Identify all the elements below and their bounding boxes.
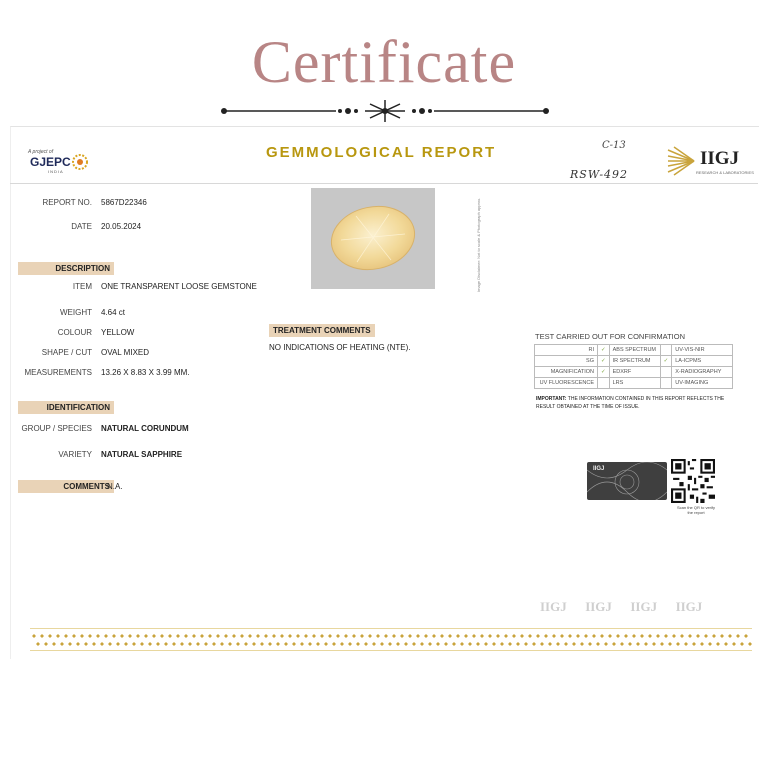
border-diamond [588,642,592,646]
border-diamond [608,634,612,638]
border-diamond [440,634,444,638]
border-diamond [344,634,348,638]
iigj-watermark: IIGJ [540,599,567,614]
test-cell: ABS SPECTRUM [609,345,660,356]
border-diamond [280,634,284,638]
border-diamond [288,634,292,638]
border-diamond [40,634,44,638]
border-diamond [164,642,168,646]
border-diamond [568,634,572,638]
test-cell: LRS [609,378,660,389]
border-diamond [392,634,396,638]
border-diamond [464,634,468,638]
test-check: ✓ [660,356,672,367]
test-cell: X-RADIOGRAPHY [672,367,733,378]
border-diamond [196,642,200,646]
table-row [535,356,733,367]
border-diamond [388,642,392,646]
group-value: NATURAL CORUNDUM [101,424,189,433]
test-cell: MAGNIFICATION [535,367,598,378]
border-diamond [572,642,576,646]
border-diamond [228,642,232,646]
border-diamond [52,642,56,646]
gjepc-emblem-icon [71,153,89,171]
gemstone-image [311,188,435,289]
border-diamond [188,642,192,646]
iigj-watermark: IIGJ [675,599,703,614]
gemstone-photo [311,188,435,289]
test-check: ✓ [598,367,610,378]
report-number: 5867D22346 [101,198,147,207]
measurements-label: MEASUREMENTS [24,368,92,377]
border-diamond [600,634,604,638]
border-diamond [540,642,544,646]
border-diamond [292,642,296,646]
border-diamond [400,634,404,638]
border-diamond [340,642,344,646]
border-diamond [204,642,208,646]
border-diamond [364,642,368,646]
iigj-watermark: IIGJ [585,599,612,614]
border-diamond [308,642,312,646]
gjepc-logo: GJEPC [30,155,71,169]
border-diamond [656,634,660,638]
border-diamond [468,642,472,646]
border-diamond [488,634,492,638]
border-diamond [80,634,84,638]
border-diamond [504,634,508,638]
border-diamond [720,634,724,638]
border-diamond [544,634,548,638]
variety-label: VARIETY [58,450,92,459]
border-diamond [548,642,552,646]
border-diamond [200,634,204,638]
border-diamond [120,634,124,638]
border-diamond [256,634,260,638]
iigj-logo: IIGJ [700,148,740,169]
border-diamond [748,642,752,646]
comments-heading: COMMENTS [18,480,114,493]
date-label: DATE [71,222,92,231]
border-diamond [32,634,36,638]
border-diamond [460,642,464,646]
border-diamond [380,642,384,646]
border-diamond [424,634,428,638]
border-diamond [160,634,164,638]
decorative-border [30,624,752,654]
border-diamond [232,634,236,638]
item-label: ITEM [72,282,92,291]
test-check [660,367,672,378]
border-diamond [652,642,656,646]
header-divider [10,183,758,184]
gjepc-country: INDIA [48,169,64,174]
table-row [535,378,733,389]
border-diamond [628,642,632,646]
border-diamond [452,642,456,646]
border-diamond [244,642,248,646]
description-heading: DESCRIPTION [18,262,114,275]
border-diamond [236,642,240,646]
border-diamond [336,634,340,638]
border-diamond [520,634,524,638]
border-diamond [104,634,108,638]
border-diamond [724,642,728,646]
border-diamond [152,634,156,638]
border-diamond [640,634,644,638]
gjepc-tagline: A project of [28,149,54,155]
border-diamond [420,642,424,646]
border-diamond [684,642,688,646]
border-diamond [184,634,188,638]
border-diamond [740,642,744,646]
border-diamond [252,642,256,646]
border-diamond [376,634,380,638]
tests-title: TEST CARRIED OUT FOR CONFIRMATION [535,332,686,341]
test-cell: IR SPECTRUM [609,356,660,367]
border-diamond [688,634,692,638]
border-diamond [604,642,608,646]
border-diamond [240,634,244,638]
handwritten-note-code: C-13 [602,140,626,151]
test-cell: SG [535,356,598,367]
border-diamond [284,642,288,646]
border-diamond [404,642,408,646]
border-diamond [552,634,556,638]
test-check: ✓ [598,345,610,356]
border-diamond [524,642,528,646]
border-diamond [612,642,616,646]
border-diamond [356,642,360,646]
qr-caption: Scan the QR to verify the report [676,505,715,515]
border-diamond [616,634,620,638]
border-diamond [368,634,372,638]
border-diamond [744,634,748,638]
border-diamond [596,642,600,646]
identification-heading: IDENTIFICATION [18,401,114,414]
qr-code-icon[interactable] [671,459,715,503]
border-diamond [60,642,64,646]
test-cell: UV-IMAGING [672,378,733,389]
border-diamond [176,634,180,638]
border-diamond [708,642,712,646]
border-diamond [444,642,448,646]
treatment-heading: TREATMENT COMMENTS [269,324,375,337]
border-diamond [480,634,484,638]
certificate-title: Certificate [251,29,517,95]
test-cell: UV-VIS-NIR [672,345,733,356]
group-label: GROUP / SPECIES [21,424,92,433]
border-diamond [168,634,172,638]
sunburst-icon [666,146,696,176]
border-diamond [268,642,272,646]
border-diamond [512,634,516,638]
border-diamond [76,642,80,646]
border-diamond [396,642,400,646]
border-diamond [456,634,460,638]
border-diamond [272,634,276,638]
border-diamond [560,634,564,638]
border-diamond [736,634,740,638]
border-diamond [644,642,648,646]
shape-label: SHAPE / CUT [41,348,92,357]
important-label: IMPORTANT: [536,396,567,402]
border-diamond [704,634,708,638]
border-diamond [648,634,652,638]
border-diamond [412,642,416,646]
border-diamond [296,634,300,638]
border-diamond [696,634,700,638]
border-diamond [304,634,308,638]
border-diamond [728,634,732,638]
border-diamond [96,634,100,638]
border-diamond [360,634,364,638]
border-diamond [88,634,92,638]
border-diamond [664,634,668,638]
test-check: ✓ [598,356,610,367]
border-diamond [680,634,684,638]
comments-value: N.A. [107,482,123,491]
border-diamond [432,634,436,638]
border-diamond [348,642,352,646]
item-value: ONE TRANSPARENT LOOSE GEMSTONE [101,282,257,291]
weight-value: 4.64 ct [101,308,126,317]
border-diamond [128,634,132,638]
border-diamond [624,634,628,638]
border-diamond [384,634,388,638]
border-diamond [672,634,676,638]
border-diamond [484,642,488,646]
border-diamond [632,634,636,638]
border-diamond [260,642,264,646]
border-diamond [216,634,220,638]
border-diamond [48,634,52,638]
border-diamond [428,642,432,646]
table-row [535,367,733,378]
border-diamond [316,642,320,646]
border-diamond [532,642,536,646]
border-diamond [116,642,120,646]
border-diamond [36,642,40,646]
border-diamond [592,634,596,638]
border-diamond [44,642,48,646]
border-diamond [576,634,580,638]
border-diamond [732,642,736,646]
border-diamond [332,642,336,646]
border-diamond [140,642,144,646]
border-diamond [476,642,480,646]
border-diamond [300,642,304,646]
border-diamond [692,642,696,646]
border-diamond [248,634,252,638]
border-diamond [156,642,160,646]
border-diamond [700,642,704,646]
report-title: GEMMOLOGICAL REPORT [266,144,497,161]
border-diamond [208,634,212,638]
test-cell: LA-ICPMS [672,356,733,367]
border-diamond [516,642,520,646]
border-diamond [84,642,88,646]
border-diamond [536,634,540,638]
test-check [598,378,610,389]
border-diamond [408,634,412,638]
border-diamond [212,642,216,646]
title-divider-ornament [220,98,550,124]
border-diamond [112,634,116,638]
border-diamond [448,634,452,638]
table-row [535,345,733,356]
border-diamond [352,634,356,638]
handwritten-note-ref: RSW-492 [570,168,629,181]
border-diamond [716,642,720,646]
treatment-value: NO INDICATIONS OF HEATING (NTE). [269,343,411,352]
border-diamond [564,642,568,646]
report-number-label: REPORT NO. [42,198,92,207]
border-diamond [172,642,176,646]
important-text: THE INFORMATION CONTAINED IN THIS REPORT REFLECTS THE RESULT OBTAINED AT THE TIME OF ISSUE. [536,396,725,410]
border-diamond [584,634,588,638]
border-diamond [264,634,268,638]
important-note [536,395,726,411]
weight-label: WEIGHT [60,308,92,317]
border-diamond [64,634,68,638]
variety-value: NATURAL SAPPHIRE [101,450,183,459]
border-diamond [472,634,476,638]
border-diamond [636,642,640,646]
border-diamond [136,634,140,638]
colour-value: YELLOW [101,328,135,337]
photo-disclaimer: Image Disclaimer: Not to scale & Photograph approx. [476,197,481,292]
border-diamond [224,634,228,638]
measurements-value: 13.26 X 8.83 X 3.99 MM. [101,368,190,377]
border-diamond [320,634,324,638]
border-diamond [580,642,584,646]
border-diamond [500,642,504,646]
shape-value: OVAL MIXED [101,348,150,357]
border-diamond [372,642,376,646]
border-diamond [148,642,152,646]
border-diamond [100,642,104,646]
hologram-label: IIGJ [593,466,605,472]
border-diamond [180,642,184,646]
border-diamond [416,634,420,638]
iigj-subtitle: RESEARCH & LABORATORIES [696,170,754,175]
test-cell: EDXRF [609,367,660,378]
iigj-watermarks [540,598,754,620]
report-date: 20.05.2024 [101,222,142,231]
border-diamond [132,642,136,646]
border-diamond [192,634,196,638]
test-check [660,345,672,356]
colour-label: COLOUR [57,328,92,337]
border-diamond [220,642,224,646]
border-diamond [668,642,672,646]
border-diamond [712,634,716,638]
tests-table [534,344,733,389]
iigj-watermark: IIGJ [630,599,658,614]
border-diamond [556,642,560,646]
test-check [660,378,672,389]
border-diamond [124,642,128,646]
border-diamond [328,634,332,638]
border-diamond [276,642,280,646]
test-cell: UV FLUORESCENCE [535,378,598,389]
border-diamond [620,642,624,646]
border-diamond [68,642,72,646]
border-diamond [56,634,60,638]
border-diamond [108,642,112,646]
border-diamond [436,642,440,646]
border-diamond [324,642,328,646]
border-diamond [508,642,512,646]
border-diamond [312,634,316,638]
border-diamond [92,642,96,646]
border-diamond [492,642,496,646]
border-diamond [528,634,532,638]
border-diamond [496,634,500,638]
test-cell: RI [535,345,598,356]
border-diamond [144,634,148,638]
border-diamond [72,634,76,638]
border-diamond [676,642,680,646]
border-diamond [660,642,664,646]
